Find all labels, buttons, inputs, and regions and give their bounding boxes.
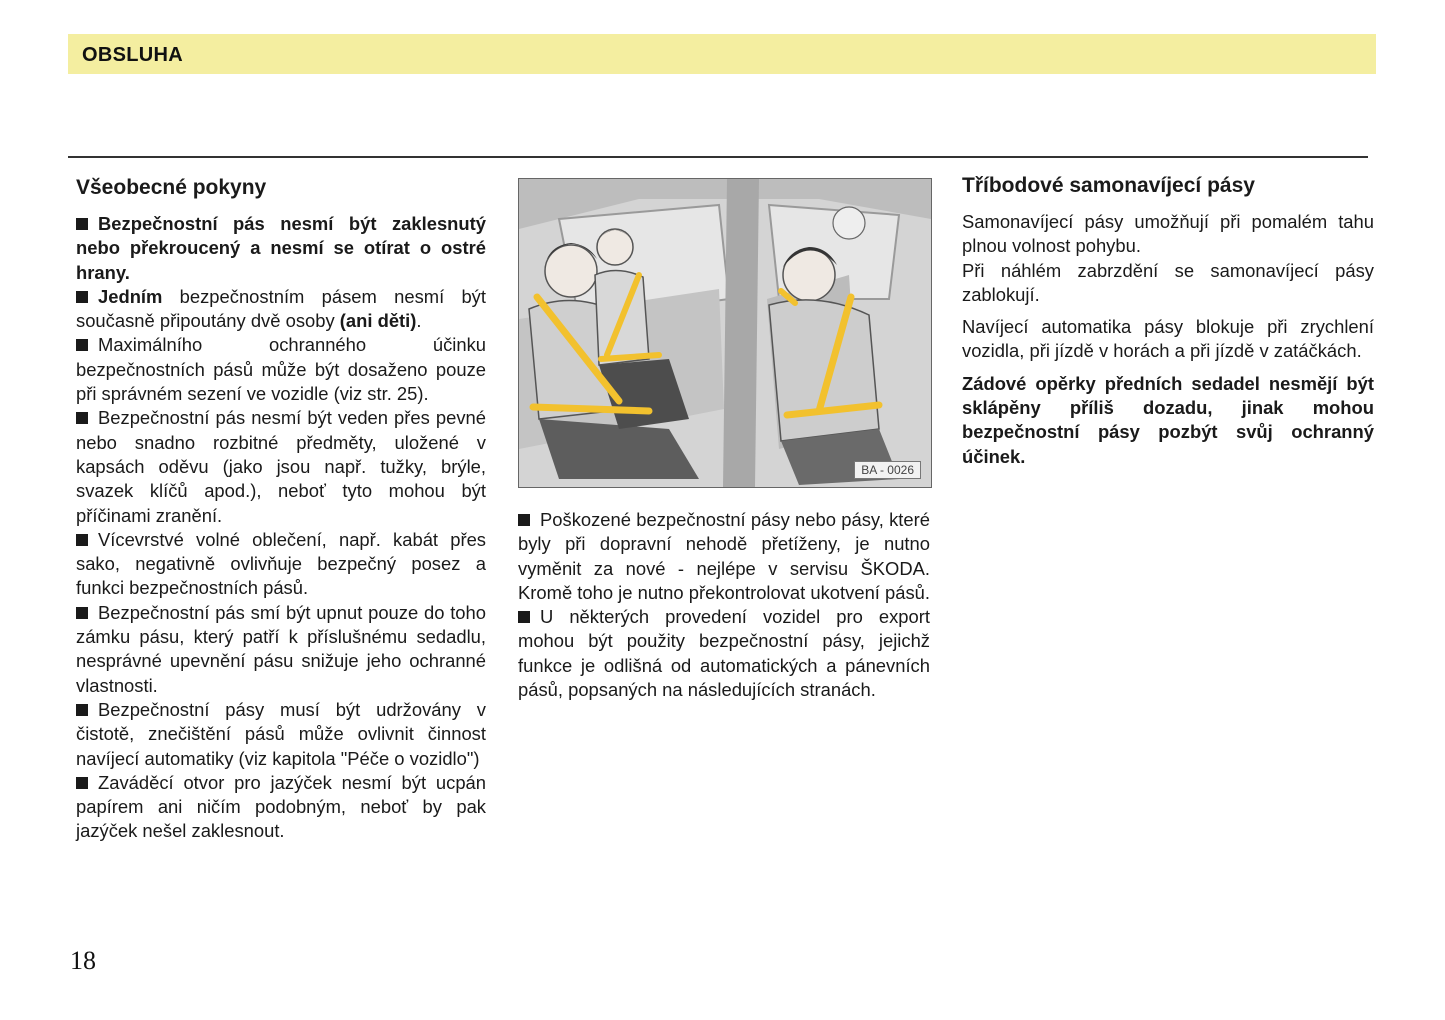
right-paragraph-2: Při náhlém zabrzdění se samonavíjecí pásy zablokují. [962, 259, 1374, 305]
bullet-icon [76, 339, 88, 351]
bullet-icon [76, 777, 88, 789]
left-item-6: Bezpečnostní pás smí být upnut pouze do toho zámku pásu, který patří k příslušnému sedadlu, nesprávné upevnění pásu snižuje jeho ochranné vlastnosti. [76, 601, 486, 696]
middle-column [518, 508, 930, 702]
right-heading: Tříbodové samonavíjecí pásy [962, 174, 1255, 197]
right-paragraph-1: Samonavíjecí pásy umožňují při pomalém tahu plnou volnost pohybu. [962, 211, 1374, 257]
bullet-icon [518, 514, 530, 526]
left-column [76, 174, 486, 844]
bullet-icon [76, 412, 88, 424]
car-interior-drawing [519, 179, 931, 487]
left-item-7: Bezpečnostní pásy musí být udržovány v čistotě, znečištění pásů může ovlivnit činnost navíjecí automatiky (viz kapitola "Péče o vozidlo") [76, 698, 486, 769]
right-warning: Zádové opěrky předních sedadel nesmějí být sklápěny příliš dozadu, jinak mohou bezpečnostní pásy pozbýt svůj ochranný účinek. [962, 372, 1374, 467]
section-title: OBSLUHA [82, 44, 183, 66]
bullet-icon [76, 218, 88, 230]
left-heading: Všeobecné pokyny [76, 176, 267, 199]
page-number: 18 [70, 946, 96, 975]
bullet-icon [518, 611, 530, 623]
middle-item-1: Poškozené bezpečnostní pásy nebo pásy, které byly při dopravní nehodě přetíženy, je nutno vyměnit za nové - nejlépe v servisu ŠKODA. Kromě toho je nutno překontrolovat ukotvení pásů. [518, 509, 931, 603]
bullet-icon [76, 291, 88, 303]
left-item-4: Bezpečnostní pás nesmí být veden přes pevné nebo snadno rozbitné předměty, uložené v kapsách oděvu (jako jsou např. tužky, brýle, svazek klíčů apod.), neboť tyto mohou být příčinami zranění. [76, 407, 486, 526]
left-item-3: Maximálního ochranného účinku bezpečnostních pásů může být dosaženo pouze při správném sezení ve vozidle (viz str. 25). [76, 334, 486, 405]
middle-item-2: U některých provedení vozidel pro export mohou být použity bezpečnostní pásy, jejichž funkce je odlišná od automatických a pánevních pásů, popsaných na následujících stranách. [518, 606, 930, 701]
left-item-2: Jedním bezpečnostním pásem nesmí být současně připoutány dvě osoby (ani děti). [76, 285, 486, 332]
right-paragraph-3: Navíjecí automatika pásy blokuje při zrychlení vozidla, při jízdě v horách a při jízdě v zatáčkách. [962, 316, 1374, 362]
bullet-icon [76, 704, 88, 716]
bullet-icon [76, 534, 88, 546]
right-column [962, 172, 1374, 469]
horizontal-rule [68, 156, 1368, 158]
seatbelt-illustration [518, 178, 932, 488]
left-item-5: Vícevrstvé volné oblečení, např. kabát přes sako, negativně ovlivňuje bezpečný posez a funkci bezpečnostních pásů. [76, 528, 486, 599]
bullet-icon [76, 607, 88, 619]
left-item-8: Zaváděcí otvor pro jazýček nesmí být ucpán papírem ani ničím podobným, neboť by pak jazýček nešel zaklesnout. [76, 771, 486, 842]
section-header-band [68, 34, 1376, 74]
figure-label: BA - 0026 [854, 461, 921, 479]
left-item-1: Bezpečnostní pás nesmí být zaklesnutý nebo překroucený a nesmí se otírat o ostré hrany. [76, 213, 486, 283]
